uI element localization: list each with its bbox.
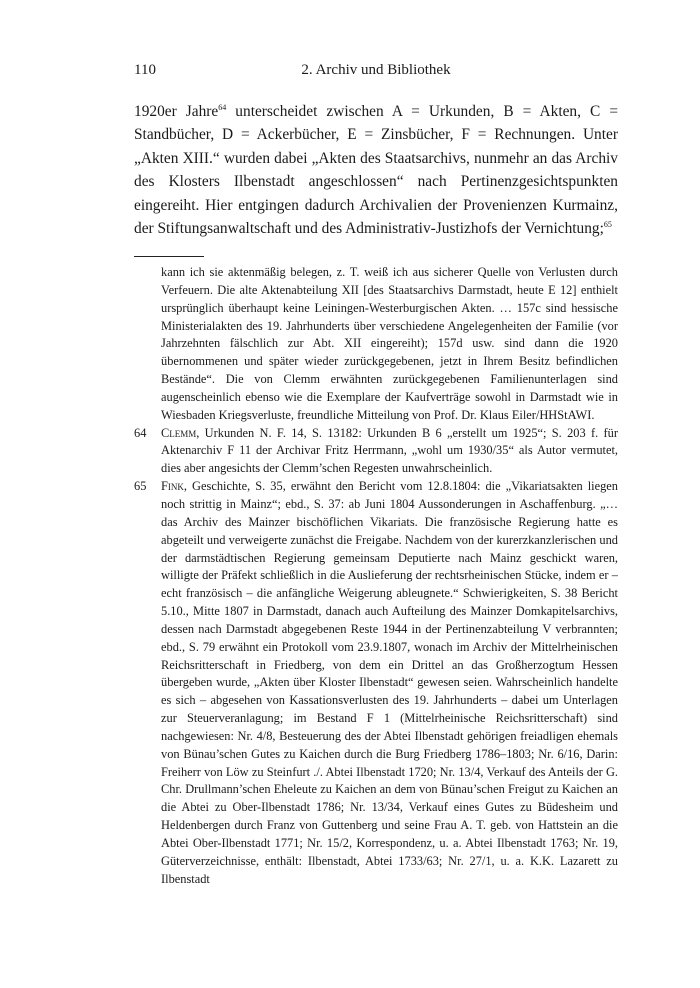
footnote-65 — [134, 478, 618, 888]
footnote-64 — [134, 425, 618, 479]
footnote-ref-64: 64 — [218, 103, 227, 112]
page-header — [134, 62, 618, 82]
running-head: 2. Archiv und Bibliothek — [301, 62, 451, 78]
footnote-continuation-text: kann ich sie aktenmäßig belegen, z. T. weiß ich aus sicherer Quelle von Verlusten durch Verfeuern. Die alte Aktenabteilung XII [des Staatsarchivs Darmstadt, heute E 12] enthielt ursprünglich überhaupt keine Leiningen-Westerburgischen Akten. … 157c sind hessische Ministerialakten des 19. Jahrhunderts über verschiedene Angelegenheiten der Familie (vor Jahrzehnten fälschlich zur Abt. XII eingereiht); 157d usw. sind dann die 1920 übernommenen und später wieder zurückgegebenen, jetzt in Ihrem Besitz befindlichen Bestände“. Die von Clemm erwähnten zurückgegebenen Familienunterlagen sind augenscheinlich ebenso wie die Exemplare der Kaufverträge sowohl in Darmstadt wie in Wiesbaden Kriegsverluste, freundliche Mitteilung von Prof. Dr. Klaus Eiler/HHStAWI. — [161, 265, 618, 422]
footnote-ref-65: 65 — [603, 220, 612, 230]
footnote-number: 65 — [134, 479, 147, 494]
footnote-text: , Urkunden N. F. 14, S. 13182: Urkunden B 6 „erstellt um 1925“; S. 203 f. für Aktenarchiv F 11 der Archivar Fritz Herrmann, „wohl um 1930/35“ als Autor vermutet, dies aber angesichts der Clemm’schen Regesten unwahrscheinlich. — [161, 425, 618, 476]
footnote-author: Fink — [161, 479, 184, 494]
footnote-text: , Geschichte, S. 35, erwähnt den Bericht vom 12.8.1804: die „Vikariatsakten liegen noch strittig in Mainz“; ebd., S. 37: ab Juni 1804 Aussonderungen in Aschaffenburg. „… das Archiv des Mainzer bischöflichen Vikariats. Die französische Regierung hatte es abgeteilt und verweigerte zunächst die Freigabe. Nachdem von der kurerzkanzlerischen und der darmstädtischen Regierung gemeinsam Deputierte nach Mainz geschickt waren, willigte der Präfekt schließlich in die Auslieferung der rechtsrheinischen Stücke, indem er – echt französisch – die anfängliche Weigerung ableugnete.“ Schwierigkeiten, S. 38 Bericht 5.10., Mitte 1807 in Darmstadt, danach auch Aufteilung des Mainzer Domkapitelsarchivs, dessen nach Darmstadt abgegebenen Reste 1944 in der Pertinenzabteilung V verbrannten; ebd., S. 79 erwähnt ein Protokoll vom 23.9.1807, wonach im Archiv der Mittelrheinischen Reichsritterschaft in Friedberg, von dem ein Drittel an das Großherzogtum Hessen übergeben wurde, „Akten über Kloster Ilbenstadt“ gewesen seien. Wahrscheinlich handelte es sich – abgesehen von Kassationsverlusten des 19. Jahrhunderts – dabei um Unterlagen zur Steuerveranlagung; im Bestand F 1 (Mittelrheinische Reichsritterschaft) sind nachgewiesen: Nr. 4/8, Besteuerung des der Abtei Ilbenstadt gehörigen freiadligen ehemals von Bünau’schen Gutes zu Kaichen durch die Burg Friedberg 1786–1803; Nr. 6/16, Darin: Freiherr von Löw zu Steinfurt ./. Abtei Ilbenstadt 1720; Nr. 13/4, Verkauf des Anteils der G. Chr. Drullmann’schen Eheleute zu Kaichen an dem von Bünau’schen Freigut zu Kaichen an die Abtei zu Ober-Ilbenstadt 1786; Nr. 13/34, Verkauf eines Gutes zu Büdesheim und Heldenbergen durch Franz von Guttenberg und seine Frau A. T. geb. von Hattstein an die Abtei Ober-Ilbenstadt 1771; Nr. 15/2, Korrespondenz, u. a. Abtei Ilbenstadt 1763; Nr. 19, Güterverzeichnisse, enthält: Ilbenstadt, Abtei 1733/63; Nr. 27/1, u. a. K.K. Lazarett zu Ilbenstadt — [161, 479, 618, 886]
footnote-separator — [134, 256, 204, 257]
body-paragraph — [134, 100, 618, 240]
page-number: 110 — [134, 62, 156, 78]
body-text: unterscheidet zwischen A = Urkunden, B = Akten, C = Standbücher, D = Ackerbücher, E = Zinsbücher, F = Rechnungen. Unter „Akten XIII.“ wurden dabei „Akten des Staatsarchivs, nunmehr an das Archiv des Klosters Ilbenstadt angeschlossen“ nach Pertinenzgesichtspunkten eingereiht. Hier entgingen dadurch Archivalien der Provenienzen Kurmainz, der Stiftungsanwaltschaft und des Administrativ-Justizhofs der Vernichtung; — [134, 103, 619, 238]
footnote-number: 64 — [134, 425, 147, 440]
footnote-continuation — [134, 264, 618, 425]
body-text-start: 1920er Jahre — [134, 103, 219, 120]
footnotes — [134, 264, 618, 889]
footnote-author: Clemm — [161, 425, 197, 440]
